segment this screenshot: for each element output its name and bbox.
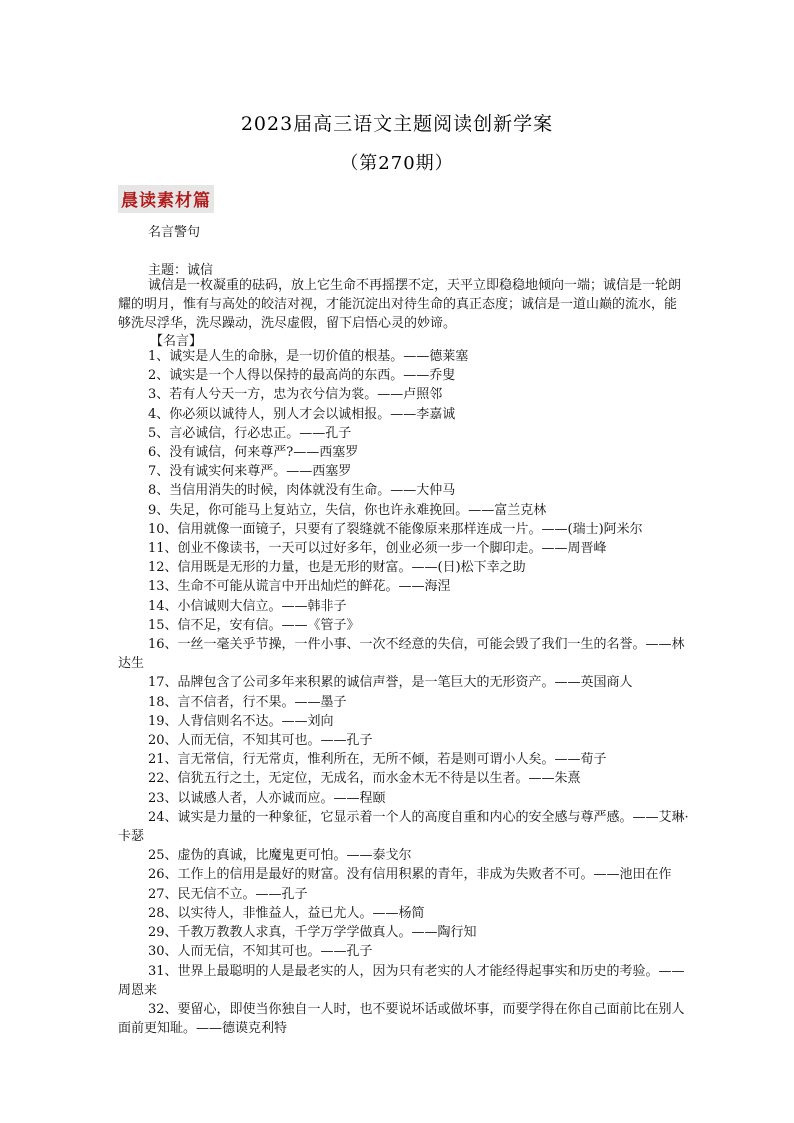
- quote-item: 2、诚实是一个人得以保持的最高尚的东西。——乔叟: [148, 368, 456, 384]
- quote-item: 4、你必须以诚待人，别人才会以诚相报。——李嘉诚: [148, 406, 456, 422]
- quote-item: 29、千教万教教人求真，千学万学学做真人。——陶行知: [148, 925, 477, 941]
- quote-item: 28、以实待人，非惟益人，益已尤人。——杨简: [148, 905, 425, 921]
- quote-item: 7、没有诚实何来尊严。——西塞罗: [148, 464, 352, 480]
- quotes-list: [118, 347, 690, 1038]
- quote-item: 5、言必诚信，行必忠正。——孔子: [148, 425, 352, 441]
- document-title: 2023届高三语文主题阅读创新学案: [240, 113, 554, 135]
- section-subtitle: 名言警句: [148, 225, 201, 240]
- quote-item: 26、工作上的信用是最好的财富。没有信用积累的青年，非成为失败者不可。——池田在作: [148, 867, 672, 883]
- quote-item: 22、信犹五行之土，无定位，无成名，而水金木无不待是以生者。——朱熹: [148, 771, 581, 787]
- topic-line: 主题：诚信: [148, 263, 214, 278]
- quote-item: 9、失足，你可能马上复站立，失信，你也许永难挽回。——富兰克林: [148, 502, 547, 518]
- quote-item: 31、世界上最聪明的人是最老实的人，因为只有老实的人才能经得起事实和历史的考验。——周恩来: [118, 963, 685, 998]
- quote-item: 6、没有诚信，何来尊严?——西塞罗: [148, 445, 359, 461]
- quote-item: 3、若有人兮天一方，忠为衣兮信为裳。——卢照邻: [148, 387, 443, 403]
- quote-item: 12、信用既是无形的力量，也是无形的财富。——(日)松下幸之助: [148, 560, 526, 576]
- quote-item: 8、当信用消失的时候，肉体就没有生命。——大仲马: [148, 483, 456, 499]
- intro-paragraph: 诚信是一枚凝重的砝码，放上它生命不再摇摆不定，天平立即稳稳地倾向一端；诚信是一轮朗耀的明月，惟有与高处的皎洁对视，才能沉淀出对待生命的真正态度；诚信是一道山巅的流水，能够洗尽浮华，洗尽躁动，洗尽虚假，留下启悟心灵的妙谛。: [118, 278, 682, 332]
- quote-item: 11、创业不像读书，一天可以过好多年，创业必须一步一个脚印走。——周晋峰: [148, 541, 607, 557]
- quote-item: 24、诚实是力量的一种象征，它显示着一个人的高度自重和内心的安全感与尊严感。——艾琳·卡瑟: [118, 809, 689, 845]
- quote-item: 16、一丝一毫关乎节操，一件小事、一次不经意的失信，可能会毁了我们一生的名誉。——林达生: [118, 637, 685, 672]
- quotes-label: 【名言】: [150, 334, 203, 349]
- quote-item: 13、生命不可能从谎言中开出灿烂的鲜花。——海涅: [148, 579, 451, 595]
- quote-item: 19、人背信则名不达。——刘向: [148, 713, 334, 729]
- issue-number: （第270期）: [340, 153, 454, 174]
- quote-item: 30、人而无信，不知其可也。——孔子: [148, 944, 373, 960]
- quote-item: 17、品牌包含了公司多年来积累的诚信声誉，是一笔巨大的无形资产。——英国商人: [148, 675, 633, 691]
- quote-item: 18、言不信者，行不果。——墨子: [148, 694, 347, 710]
- quote-item: 21、言无常信，行无常贞，惟利所在，无所不倾，若是则可谓小人矣。——荀子: [148, 752, 607, 768]
- quote-item: 25、虚伪的真诚，比魔鬼更可怕。——泰戈尔: [148, 848, 412, 864]
- quote-item: 10、信用就像一面镜子，只要有了裂缝就不能像原来那样连成一片。——(瑞士)阿米尔: [148, 521, 643, 537]
- quote-item: 32、要留心，即使当你独自一人时，也不要说坏话或做坏事，而要学得在你自己面前比在别人面前更知耻。——德谟克利特: [118, 1001, 685, 1037]
- section-heading: 晨读素材篇: [118, 185, 214, 213]
- quote-item: 27、民无信不立。——孔子: [148, 886, 308, 902]
- quote-item: 1、诚实是人生的命脉，是一切价值的根基。——德莱塞: [148, 349, 469, 364]
- quote-item: 20、人而无信，不知其可也。——孔子: [148, 733, 373, 749]
- quote-item: 15、信不足，安有信。——《管子》: [148, 617, 360, 633]
- quote-item: 14、小信诚则大信立。——韩非子: [148, 598, 347, 614]
- quote-item: 23、以诚感人者，人亦诚而应。——程颐: [148, 790, 386, 806]
